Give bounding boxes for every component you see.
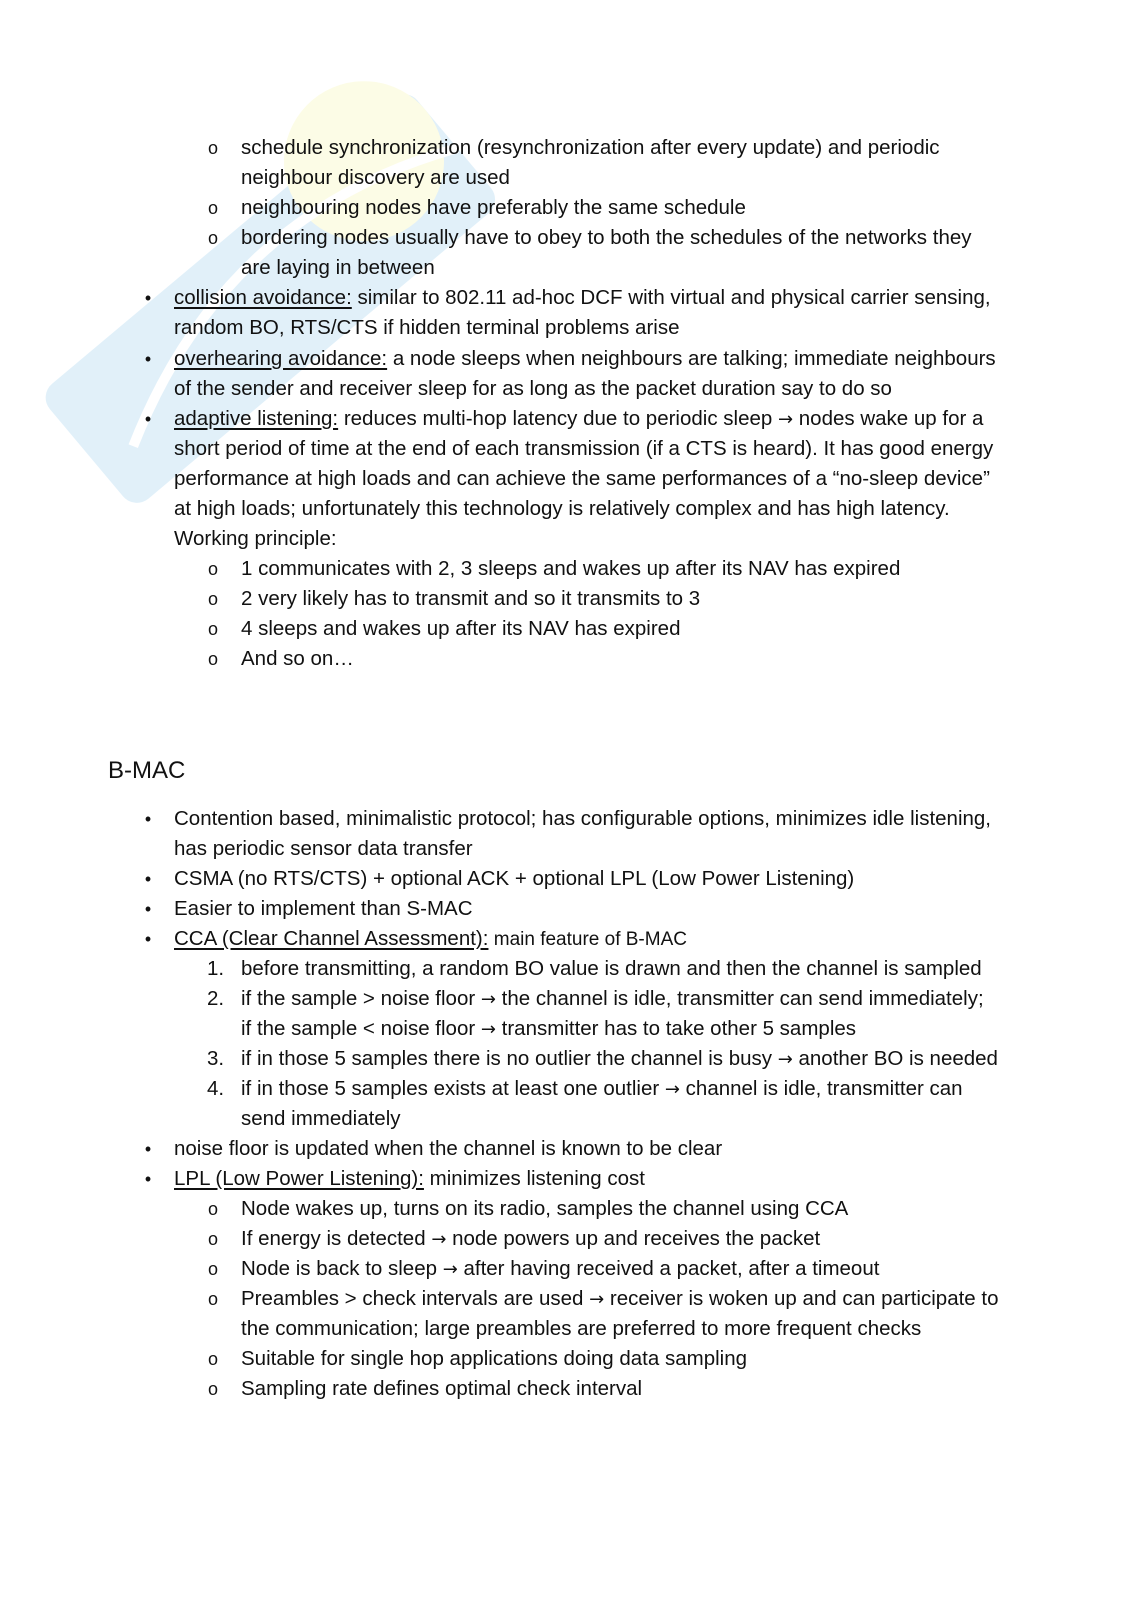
circle-bullet: o	[207, 1349, 218, 1369]
list-item-text: node powers up and receives the packet	[446, 1227, 821, 1250]
list-item-text: if the sample > noise floor	[241, 987, 481, 1010]
circle-bullet: o	[207, 1379, 218, 1399]
circle-bullet: o	[207, 1199, 218, 1219]
bullet-dot: •	[144, 929, 152, 949]
list-item-line: before transmitting, a random BO value is drawn and then the channel is sampled	[241, 957, 982, 980]
step-number: 3.	[207, 1047, 225, 1070]
list-item-line: short period of time at the end of each transmission (if a CTS is heard). It has good energy	[174, 437, 994, 460]
list-item-line: Node wakes up, turns on its radio, samples the channel using CCA	[241, 1197, 849, 1220]
list-item-text: minimizes listening cost	[423, 1167, 645, 1190]
list-item-text: Preambles > check intervals are used	[241, 1287, 590, 1310]
list-item-line	[241, 984, 984, 1016]
list-item-line	[241, 1074, 963, 1106]
term-collision-avoidance: collision avoidance:	[174, 286, 352, 309]
list-item-line: And so on…	[241, 647, 354, 670]
circle-bullet: o	[207, 1229, 218, 1249]
list-item-line: noise floor is updated when the channel is known to be clear	[174, 1137, 723, 1160]
step-number: 2.	[207, 987, 225, 1010]
list-item-line: are laying in between	[241, 256, 435, 279]
section-heading-bmac: B-MAC	[108, 757, 186, 784]
list-item-text: after having received a packet, after a timeout	[457, 1257, 880, 1280]
list-item-text: main feature of B-MAC	[488, 929, 687, 950]
arrow-right-icon: →	[480, 989, 496, 1010]
list-item-line: Working principle:	[174, 527, 337, 550]
list-item-line: random BO, RTS/CTS if hidden terminal problems arise	[174, 316, 680, 339]
circle-bullet: o	[207, 649, 218, 669]
bullet-dot: •	[144, 288, 152, 308]
list-item-text: another BO is needed	[792, 1047, 998, 1070]
arrow-right-icon: →	[442, 1259, 458, 1280]
list-item-line: 1 communicates with 2, 3 sleeps and wakes up after its NAV has expired	[241, 557, 901, 580]
bullet-dot: •	[144, 409, 152, 429]
list-item-line: send immediately	[241, 1107, 401, 1130]
list-item-line	[174, 344, 996, 375]
list-item-line: neighbour discovery are used	[241, 166, 510, 189]
term-cca: CCA (Clear Channel Assessment):	[174, 927, 489, 950]
bullet-dot: •	[144, 809, 152, 829]
list-item-line: the communication; large preambles are preferred to more frequent checks	[241, 1317, 922, 1340]
list-item-line: of the sender and receiver sleep for as long as the packet duration say to do so	[174, 377, 892, 400]
list-item-line	[241, 1044, 998, 1076]
arrow-right-icon: →	[589, 1289, 605, 1310]
bullet-dot: •	[144, 1139, 152, 1159]
bullet-dot: •	[144, 349, 152, 369]
list-item-text: reduces multi-hop latency due to periodic sleep	[338, 407, 778, 430]
list-item-line	[241, 1224, 820, 1256]
list-item-line: Suitable for single hop applications doing data sampling	[241, 1347, 748, 1370]
list-item-line: neighbouring nodes have preferably the same schedule	[241, 196, 746, 219]
list-item-text: transmitter has to take other 5 samples	[495, 1017, 857, 1040]
circle-bullet: o	[207, 1289, 218, 1309]
list-item-text: similar to 802.11 ad-hoc DCF with virtual and physical carrier sensing,	[351, 286, 991, 309]
list-item-line: Sampling rate defines optimal check interval	[241, 1377, 643, 1400]
list-item-line	[241, 1284, 998, 1316]
circle-bullet: o	[207, 559, 218, 579]
arrow-right-icon: →	[664, 1079, 680, 1100]
list-item-line: has periodic sensor data transfer	[174, 837, 473, 860]
list-item-line: Easier to implement than S-MAC	[174, 897, 473, 920]
circle-bullet: o	[207, 138, 218, 158]
list-item-text: receiver is woken up and can participate to	[604, 1287, 999, 1310]
list-item-text: if in those 5 samples exists at least one outlier	[241, 1077, 665, 1100]
circle-bullet: o	[207, 198, 218, 218]
list-item-line	[241, 1254, 879, 1286]
list-item-line: performance at high loads and can achieve the same performances of a “no-sleep device”	[174, 467, 990, 490]
step-number: 4.	[207, 1077, 225, 1100]
arrow-right-icon: →	[777, 409, 794, 430]
list-item-line	[174, 283, 991, 314]
arrow-right-icon: →	[777, 1049, 793, 1070]
list-item-line	[241, 1014, 856, 1046]
list-item-text: a node sleeps when neighbours are talking; immediate neighbours	[387, 347, 996, 370]
list-item-line: bordering nodes usually have to obey to both the schedules of the networks they	[241, 226, 972, 249]
list-item-text: nodes wake up for a	[793, 407, 984, 430]
list-item-line	[174, 1164, 645, 1195]
bullet-dot: •	[144, 869, 152, 889]
term-overhearing-avoidance: overhearing avoidance:	[174, 347, 388, 370]
circle-bullet: o	[207, 1259, 218, 1279]
list-item-line: Contention based, minimalistic protocol; has configurable options, minimizes idle listening,	[174, 807, 991, 830]
list-item-line	[174, 404, 983, 436]
list-item-text: If energy is detected	[241, 1227, 432, 1250]
list-item-line: CSMA (no RTS/CTS) + optional ACK + optional LPL (Low Power Listening)	[174, 867, 855, 890]
list-item-line: at high loads; unfortunately this technology is relatively complex and has high latency.	[174, 497, 950, 520]
term-adaptive-listening: adaptive listening:	[174, 407, 339, 430]
list-item-text: Node is back to sleep	[241, 1257, 443, 1280]
arrow-right-icon: →	[480, 1019, 496, 1040]
list-item-line: 2 very likely has to transmit and so it transmits to 3	[241, 587, 701, 610]
term-lpl: LPL (Low Power Listening):	[174, 1167, 424, 1190]
list-item-text: if in those 5 samples there is no outlier the channel is busy	[241, 1047, 778, 1070]
bullet-dot: •	[144, 1169, 152, 1189]
step-number: 1.	[207, 957, 225, 980]
list-item-text: the channel is idle, transmitter can send immediately;	[495, 987, 984, 1010]
list-item-text: if the sample < noise floor	[241, 1017, 481, 1040]
list-item-line: 4 sleeps and wakes up after its NAV has expired	[241, 617, 681, 640]
list-item-line: schedule synchronization (resynchronization after every update) and periodic	[241, 136, 940, 159]
circle-bullet: o	[207, 228, 218, 248]
circle-bullet: o	[207, 619, 218, 639]
list-item-text: channel is idle, transmitter can	[679, 1077, 963, 1100]
arrow-right-icon: →	[431, 1229, 447, 1250]
circle-bullet: o	[207, 589, 218, 609]
bullet-dot: •	[144, 899, 152, 919]
list-item-line	[174, 924, 687, 956]
